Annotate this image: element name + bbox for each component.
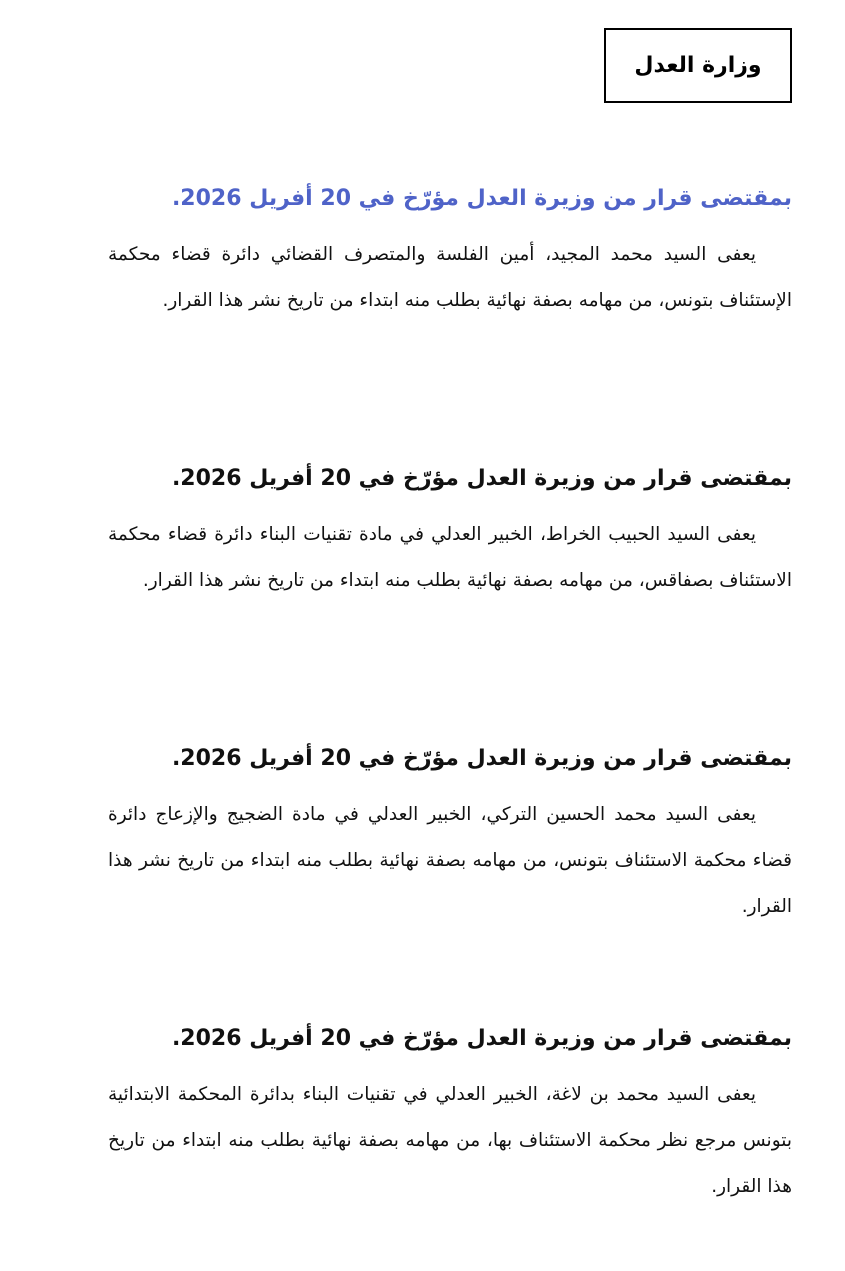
- decision-2-body: يعفى السيد الحبيب الخراط، الخبير العدلي في مادة تقنيات البناء دائرة قضاء محكمة الاستئناف بصفاقس، من مهامه بصفة نهائية بطلب منه ابتداء من تاريخ نشر هذا القرار.: [108, 524, 792, 591]
- decision-4-body: يعفى السيد محمد بن لاغة، الخبير العدلي في تقنيات البناء بدائرة المحكمة الابتدائية بتونس مرجع نظر محكمة الاستئناف بها، من مهامه بصفة نهائية بطلب منه ابتداء من تاريخ هذا القرار.: [108, 1084, 792, 1197]
- decision-1-body: يعفى السيد محمد المجيد، أمين الفلسة والمتصرف القضائي دائرة قضاء محكمة الإستئناف بتونس، من مهامه بصفة نهائية بطلب منه ابتداء من تاريخ نشر هذا القرار.: [108, 244, 792, 311]
- decision-4-heading: بمقتضى قرار من وزيرة العدل مؤرّخ في 20 أفريل 2026.: [171, 1026, 792, 1051]
- decision-3: [108, 744, 792, 930]
- decision-4: [108, 1024, 792, 1210]
- decision-2: [108, 464, 792, 604]
- decision-2-heading: بمقتضى قرار من وزيرة العدل مؤرّخ في 20 أفريل 2026.: [171, 466, 792, 491]
- ministry-title: وزارة العدل: [634, 53, 762, 78]
- decision-3-body: يعفى السيد محمد الحسين التركي، الخبير العدلي في مادة الضجيج والإزعاج دائرة قضاء محكمة الاستئناف بتونس، من مهامه بصفة نهائية بطلب منه ابتداء من تاريخ نشر هذا القرار.: [108, 804, 792, 917]
- ministry-title-box: [604, 28, 792, 103]
- decision-3-heading: بمقتضى قرار من وزيرة العدل مؤرّخ في 20 أفريل 2026.: [171, 746, 792, 771]
- decision-1: [108, 184, 792, 324]
- decision-1-heading: بمقتضى قرار من وزيرة العدل مؤرّخ في 20 أفريل 2026.: [171, 186, 792, 211]
